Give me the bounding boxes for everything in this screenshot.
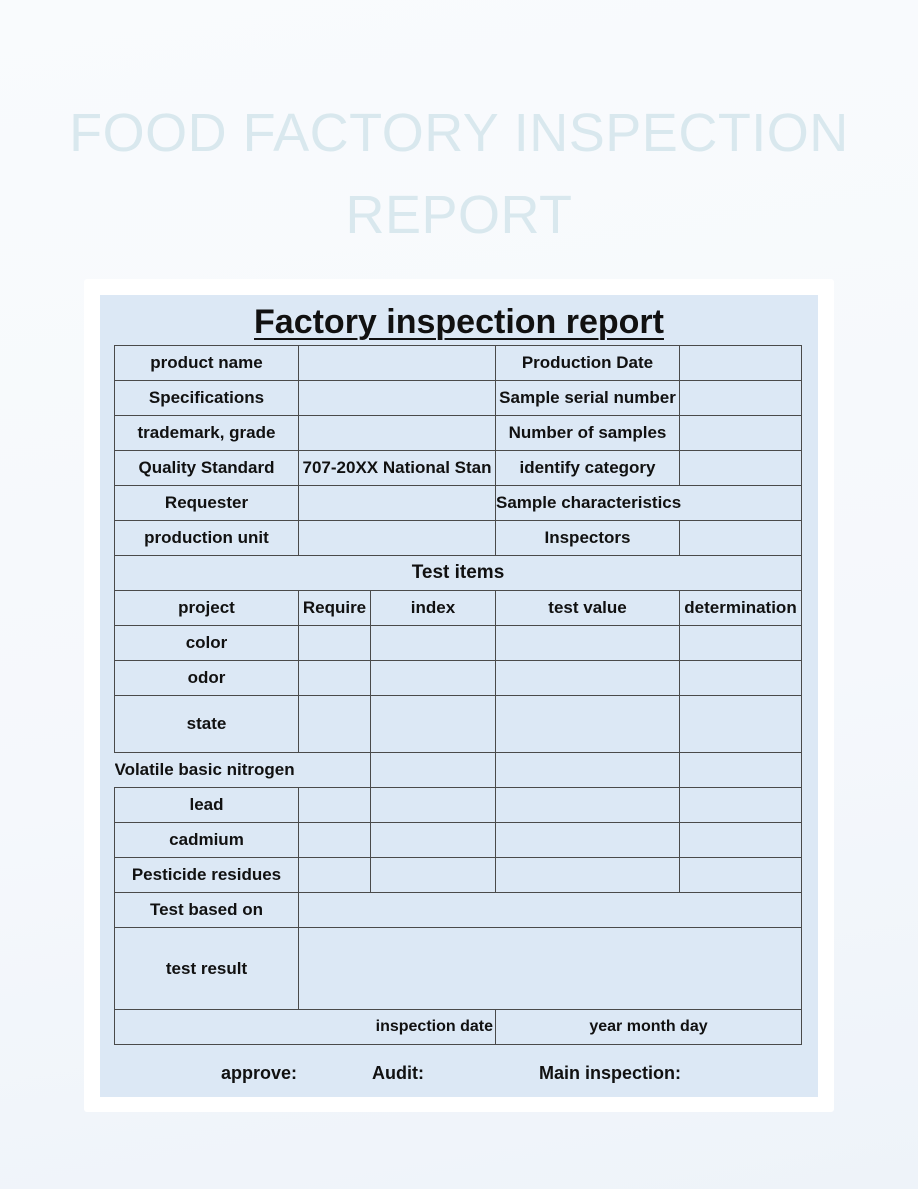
table-row <box>115 626 802 661</box>
identify-category-cell[interactable] <box>680 451 802 486</box>
label-sample-characteristics: Sample characteristics <box>496 486 802 521</box>
cell-index[interactable] <box>371 823 496 858</box>
label-test-result: test result <box>115 928 299 1010</box>
cell-determination[interactable] <box>680 858 802 893</box>
label-production-date: Production Date <box>496 346 680 381</box>
table-row <box>115 858 802 893</box>
cell-test-value[interactable] <box>496 823 680 858</box>
label-requester: Requester <box>115 486 299 521</box>
cell-test-value[interactable] <box>496 858 680 893</box>
test-items-heading: Test items <box>115 556 802 591</box>
sample-serial-number-cell[interactable] <box>680 381 802 416</box>
header-index: index <box>371 591 496 626</box>
cell-index[interactable] <box>371 858 496 893</box>
cell-require[interactable] <box>299 661 371 696</box>
requester-cell[interactable] <box>299 486 496 521</box>
label-inspection-date: inspection date <box>115 1010 496 1045</box>
number-of-samples-cell[interactable] <box>680 416 802 451</box>
row-label-state: state <box>115 696 299 753</box>
hero-title-line1: FOOD FACTORY INSPECTION <box>69 103 849 163</box>
cell-determination[interactable] <box>680 823 802 858</box>
table-row <box>115 696 802 753</box>
main-inspection-label: Main inspection: <box>539 1063 682 1083</box>
test-based-on-cell[interactable] <box>299 893 802 928</box>
label-number-of-samples: Number of samples <box>496 416 680 451</box>
cell-test-value[interactable] <box>496 696 680 753</box>
label-test-based-on: Test based on <box>115 893 299 928</box>
table-row <box>115 753 802 788</box>
cell-test-value[interactable] <box>496 626 680 661</box>
header-test-value: test value <box>496 591 680 626</box>
cell-determination[interactable] <box>680 696 802 753</box>
cell-index[interactable] <box>371 753 496 788</box>
table-row <box>115 346 802 381</box>
header-project: project <box>115 591 299 626</box>
table-row <box>115 416 802 451</box>
row-label-odor: odor <box>115 661 299 696</box>
quality-standard-value[interactable]: 707-20XX National Stan <box>299 451 496 486</box>
label-production-unit: production unit <box>115 521 299 556</box>
label-quality-standard: Quality Standard <box>115 451 299 486</box>
table-row <box>115 788 802 823</box>
trademark-grade-cell[interactable] <box>299 416 496 451</box>
cell-require[interactable] <box>299 696 371 753</box>
label-identify-category: identify category <box>496 451 680 486</box>
inspectors-cell[interactable] <box>680 521 802 556</box>
row-label-cadmium: cadmium <box>115 823 299 858</box>
row-label-color: color <box>115 626 299 661</box>
label-specifications: Specifications <box>115 381 299 416</box>
test-result-cell[interactable] <box>299 928 802 1010</box>
cell-require[interactable] <box>299 788 371 823</box>
report-title-text: Factory inspection report <box>254 303 664 341</box>
cell-index[interactable] <box>371 696 496 753</box>
table-row <box>115 661 802 696</box>
label-inspectors: Inspectors <box>496 521 680 556</box>
inspection-table <box>114 345 802 1045</box>
table-row <box>115 521 802 556</box>
cell-determination[interactable] <box>680 661 802 696</box>
approve-label: approve: <box>221 1063 298 1083</box>
cell-require[interactable] <box>299 858 371 893</box>
report-title <box>0 300 918 344</box>
cell-index[interactable] <box>371 661 496 696</box>
cell-index[interactable] <box>371 788 496 823</box>
cell-determination[interactable] <box>680 788 802 823</box>
cell-require[interactable] <box>299 823 371 858</box>
cell-determination[interactable] <box>680 753 802 788</box>
production-unit-cell[interactable] <box>299 521 496 556</box>
table-row <box>115 486 802 521</box>
header-determination: determination <box>680 591 802 626</box>
label-sample-serial-number: Sample serial number <box>496 381 680 416</box>
inspection-date-value[interactable]: year month day <box>496 1010 802 1045</box>
cell-test-value[interactable] <box>496 753 680 788</box>
production-date-cell[interactable] <box>680 346 802 381</box>
table-header-row <box>115 591 802 626</box>
label-product-name: product name <box>115 346 299 381</box>
cell-require[interactable] <box>299 626 371 661</box>
audit-label: Audit: <box>372 1063 424 1083</box>
product-name-cell[interactable] <box>299 346 496 381</box>
table-row <box>115 893 802 928</box>
table-row <box>115 1010 802 1045</box>
row-label-pesticide-residues: Pesticide residues <box>115 858 299 893</box>
table-row <box>115 556 802 591</box>
table-row <box>115 928 802 1010</box>
cell-determination[interactable] <box>680 626 802 661</box>
label-trademark-grade: trademark, grade <box>115 416 299 451</box>
table-row <box>115 381 802 416</box>
cell-index[interactable] <box>371 626 496 661</box>
header-require: Require <box>299 591 371 626</box>
row-label-volatile-basic-nitrogen: Volatile basic nitrogen <box>115 753 371 788</box>
hero-title-line2: REPORT <box>345 185 573 245</box>
cell-test-value[interactable] <box>496 788 680 823</box>
row-label-lead: lead <box>115 788 299 823</box>
table-row <box>115 451 802 486</box>
cell-test-value[interactable] <box>496 661 680 696</box>
specifications-cell[interactable] <box>299 381 496 416</box>
table-row <box>115 823 802 858</box>
hero-title <box>0 92 918 256</box>
